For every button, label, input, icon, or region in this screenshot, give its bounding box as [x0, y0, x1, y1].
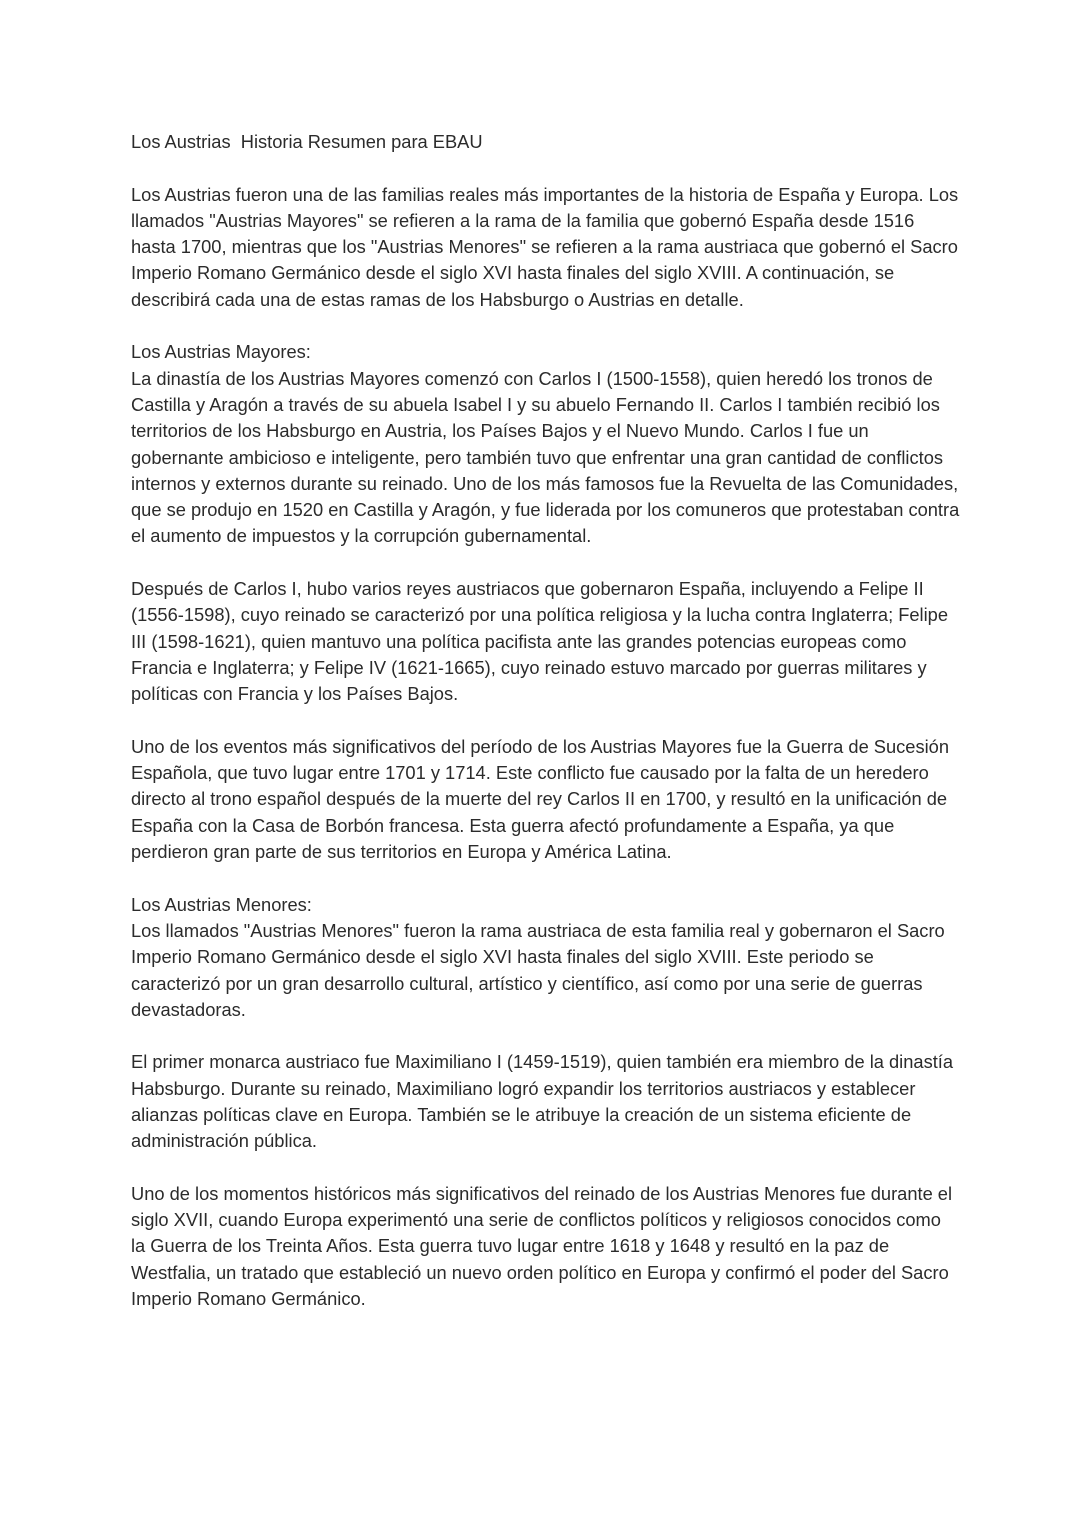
paragraph-menores-3: Uno de los momentos históricos más significativos del reinado de los Austrias Menores fue durante el siglo XVII, cuando Europa experimentó una serie de conflictos políticos y religiosos conocidos como la Guerra de los Treinta Años. Esta guerra tuvo lugar entre 1618 y 1648 y resultó en la paz de Westfalia, un tratado que estableció un nuevo orden político en Europa y confirmó el poder del Sacro Imperio Romano Germánico.	[131, 1182, 953, 1310]
section-heading-menores: Los Austrias Menores:	[131, 893, 312, 915]
document-title: Los Austrias Historia Resumen para EBAU	[131, 131, 483, 152]
paragraph-mayores-1: La dinastía de los Austrias Mayores comenzó con Carlos I (1500-1558), quien heredó los tronos de Castilla y Aragón a través de su abuela Isabel I y su abuelo Fernando II. Carlos I también recibió los territorios de los Habsburgo en Austria, los Países Bajos y el Nuevo Mundo. Carlos I fue un gobernante ambicioso e inteligente, pero también tuvo que enfrentar una gran cantidad de conflictos internos y externos durante su reinado. Uno de los más famosos fue la Revuelta de las Comunidades, que se produjo en 1520 en Castilla y Aragón, y fue liderada por los comuneros que protestaban contra el aumento de impuestos y la corrupción gubernamental.	[131, 367, 960, 547]
section-heading-mayores: Los Austrias Mayores:	[131, 341, 311, 363]
paragraph-mayores-2: Después de Carlos I, hubo varios reyes austriacos que gobernaron España, incluyendo a Felipe II (1556-1598), cuyo reinado se caracterizó por una política religiosa y la lucha contra Inglaterra; Felipe III (1598-1621), quien mantuvo una política pacifista ante las grandes potencias europeas como Francia e Inglaterra; y Felipe IV (1621-1665), cuyo reinado estuvo marcado por guerras militares y políticas con Francia y los Países Bajos.	[131, 578, 949, 705]
paragraph-menores-1: Los llamados "Austrias Menores" fueron la rama austriaca de esta familia real y gobernaron el Sacro Imperio Romano Germánico desde el siglo XVI hasta finales del siglo XVIII. Este periodo se caracterizó por un gran desarrollo cultural, artístico y científico, así como por una serie de guerras devastadoras.	[131, 919, 945, 1020]
paragraph-menores-2: El primer monarca austriaco fue Maximiliano I (1459-1519), quien también era miembro de la dinastía Habsburgo. Durante su reinado, Maximiliano logró expandir los territorios austriacos y establecer alianzas políticas clave en Europa. También se le atribuye la creación de un sistema eficiente de administración pública.	[131, 1051, 954, 1152]
intro-paragraph: Los Austrias fueron una de las familias reales más importantes de la historia de España y Europa. Los llamados "Austrias Mayores" se refieren a la rama de la familia que gobernó España desde 1516 hasta 1700, mientras que los "Austrias Menores" se refieren a la rama austriaca que gobernó el Sacro Imperio Romano Germánico desde el siglo XVI hasta finales del siglo XVIII. A continuación, se describirá cada una de estas ramas de los Habsburgo o Austrias en detalle.	[131, 183, 959, 310]
paragraph-mayores-3: Uno de los eventos más significativos del período de los Austrias Mayores fue la Guerra de Sucesión Española, que tuvo lugar entre 1701 y 1714. Este conflicto fue causado por la falta de un heredero directo al trono español después de la muerte del rey Carlos II en 1700, y resultó en la unificación de España con la Casa de Borbón francesa. Esta guerra afectó profundamente a España, ya que perdieron gran parte de sus territorios en Europa y América Latina.	[131, 735, 950, 863]
section-austrias-mayores	[131, 339, 960, 549]
section-austrias-menores	[131, 892, 960, 1023]
